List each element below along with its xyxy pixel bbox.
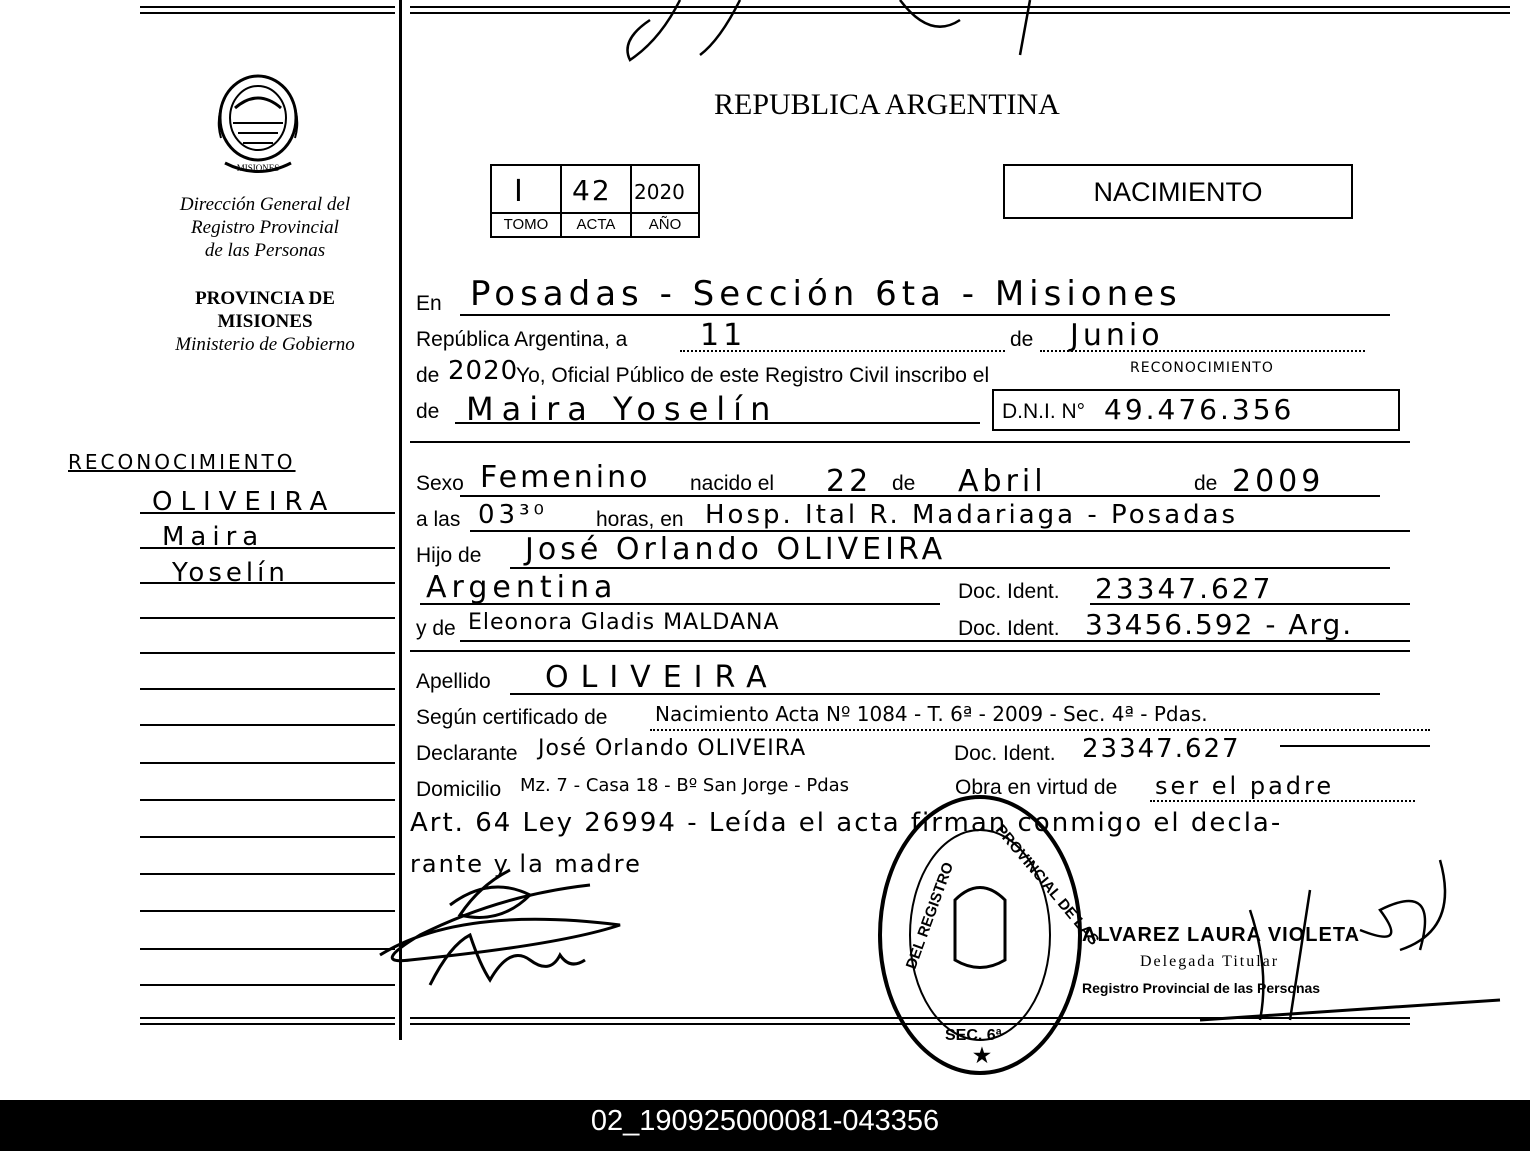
main-bottom-rule — [410, 1017, 1410, 1025]
svg-text:PROVINCIAL DE LAS: PROVINCIAL DE LAS — [991, 821, 1103, 949]
value-father-nationality: Argentina — [426, 570, 618, 605]
official-name: ALVAREZ LAURA VIOLETA — [1082, 924, 1361, 946]
value-year: 2020 — [448, 356, 519, 386]
margin-note-line-2: OLIVEIRA — [152, 487, 336, 517]
label-horas: horas, en — [596, 508, 684, 531]
official-stamp — [875, 790, 1103, 1080]
label-de-byear: de — [1194, 472, 1218, 495]
record-number-box — [490, 164, 700, 238]
value-address: Mz. 7 - Casa 18 - Bº San Jorge - Pdas — [520, 775, 850, 796]
value-name: Maira Yoselín — [466, 390, 779, 428]
label-declarant-doc: Doc. Ident. — [954, 742, 1056, 765]
value-certificate: Nacimiento Acta Nº 1084 - T. 6ª - 2009 - Sec. 4ª - Pdas. — [655, 702, 1208, 726]
tomo-value: I — [514, 174, 527, 209]
label-mother-doc: Doc. Ident. — [958, 617, 1060, 640]
province-block — [140, 287, 390, 356]
declarant-signature — [360, 865, 660, 995]
value-sex: Femenino — [480, 460, 651, 495]
svg-text:★: ★ — [973, 1045, 991, 1067]
ministry-label: Ministerio de Gobierno — [175, 334, 355, 355]
value-place: Posadas - Sección 6ta - Misiones — [470, 274, 1182, 314]
label-declarante: Declarante — [416, 742, 518, 765]
value-birth-day: 22 — [826, 464, 873, 499]
provincial-seal-logo — [213, 68, 303, 183]
value-declarant-doc: 23347.627 — [1082, 734, 1241, 764]
margin-note-line-3: Maira — [162, 522, 265, 552]
official-org: Registro Provincial de las Personas — [1082, 980, 1321, 996]
label-republica: República Argentina, a — [416, 328, 628, 351]
acta-value: 42 — [572, 174, 612, 207]
value-month: Junio — [1070, 318, 1164, 353]
value-birth-month: Abril — [958, 464, 1047, 499]
sidebar-top-rule — [140, 6, 395, 14]
svg-text:DEL REGISTRO: DEL REGISTRO — [902, 860, 958, 972]
value-surname: OLIVEIRA — [545, 660, 779, 695]
province-line-1: PROVINCIA DE — [195, 288, 335, 309]
value-birth-hour: 03³⁰ — [478, 500, 548, 530]
section-divider-1 — [410, 441, 1410, 443]
anio-value: 2020 — [634, 180, 685, 204]
label-apellido: Apellido — [416, 670, 491, 693]
label-a-las: a las — [416, 508, 461, 531]
label-de-name: de — [416, 400, 440, 423]
official-role: Delegada Titular — [1140, 953, 1280, 970]
label-nacido: nacido el — [690, 472, 775, 495]
label-hijo: Hijo de — [416, 544, 482, 567]
value-note-line-2: rante y la madre — [410, 850, 642, 878]
label-father-doc: Doc. Ident. — [958, 580, 1060, 603]
tomo-label: TOMO — [503, 216, 549, 233]
label-de-year: de — [416, 364, 440, 387]
label-y-de: y de — [416, 617, 456, 640]
org-line-1: Dirección General del — [179, 194, 351, 215]
value-act-type: RECONOCIMIENTO — [1130, 360, 1274, 376]
label-dni: D.N.I. N° — [1002, 400, 1086, 423]
seal-text: MISIONES — [236, 163, 280, 173]
label-oficial: Yo, Oficial Público de este Registro Civil inscribo el — [516, 364, 990, 387]
label-de-bmonth: de — [892, 472, 916, 495]
footer-bar — [0, 1100, 1530, 1151]
dni-box — [992, 389, 1400, 431]
label-segun: Según certificado de — [416, 706, 608, 729]
value-father: José Orlando OLIVEIRA — [525, 532, 947, 567]
record-type-box: NACIMIENTO — [1003, 164, 1353, 219]
value-mother-doc: 33456.592 - Arg. — [1085, 608, 1354, 641]
value-note-line-1: Art. 64 Ley 26994 - Leída el acta firman conmigo el decla- — [410, 808, 1283, 838]
label-domicilio: Domicilio — [416, 778, 502, 801]
svg-text:SEC. 6ª: SEC. 6ª — [945, 1027, 1002, 1044]
section-divider-2 — [410, 650, 1410, 652]
label-de-month: de — [1010, 328, 1034, 351]
document-id: 02_190925000081-043356 — [590, 1105, 940, 1137]
official-signature — [1200, 850, 1510, 1030]
value-birth-place: Hosp. Ital R. Madariaga - Posadas — [705, 500, 1239, 530]
label-en: En — [416, 292, 442, 315]
org-line-3: de las Personas — [204, 240, 326, 261]
anio-label: AÑO — [648, 216, 682, 233]
value-birth-year: 2009 — [1232, 464, 1325, 499]
label-sexo: Sexo — [416, 472, 464, 495]
value-day: 11 — [700, 318, 747, 353]
province-line-2: MISIONES — [217, 311, 313, 332]
margin-note-line-1: RECONOCIMIENTO — [68, 450, 296, 474]
value-father-doc: 23347.627 — [1095, 572, 1274, 605]
issuing-authority — [140, 193, 390, 262]
margin-note-line-4: Yoselín — [172, 558, 289, 588]
org-line-2: Registro Provincial — [191, 217, 339, 238]
value-dni: 49.476.356 — [1104, 393, 1295, 426]
value-declarant: José Orlando OLIVEIRA — [538, 736, 807, 761]
value-obra-reason: ser el padre — [1155, 772, 1335, 800]
country-title: REPUBLICA ARGENTINA — [714, 88, 1060, 121]
value-mother: Eleonora Gladis MALDANA — [468, 610, 780, 635]
top-signature-scrawl — [600, 0, 1100, 70]
acta-label: ACTA — [576, 216, 616, 233]
label-obra: Obra en virtud de — [955, 776, 1118, 799]
line-en — [460, 314, 1390, 316]
